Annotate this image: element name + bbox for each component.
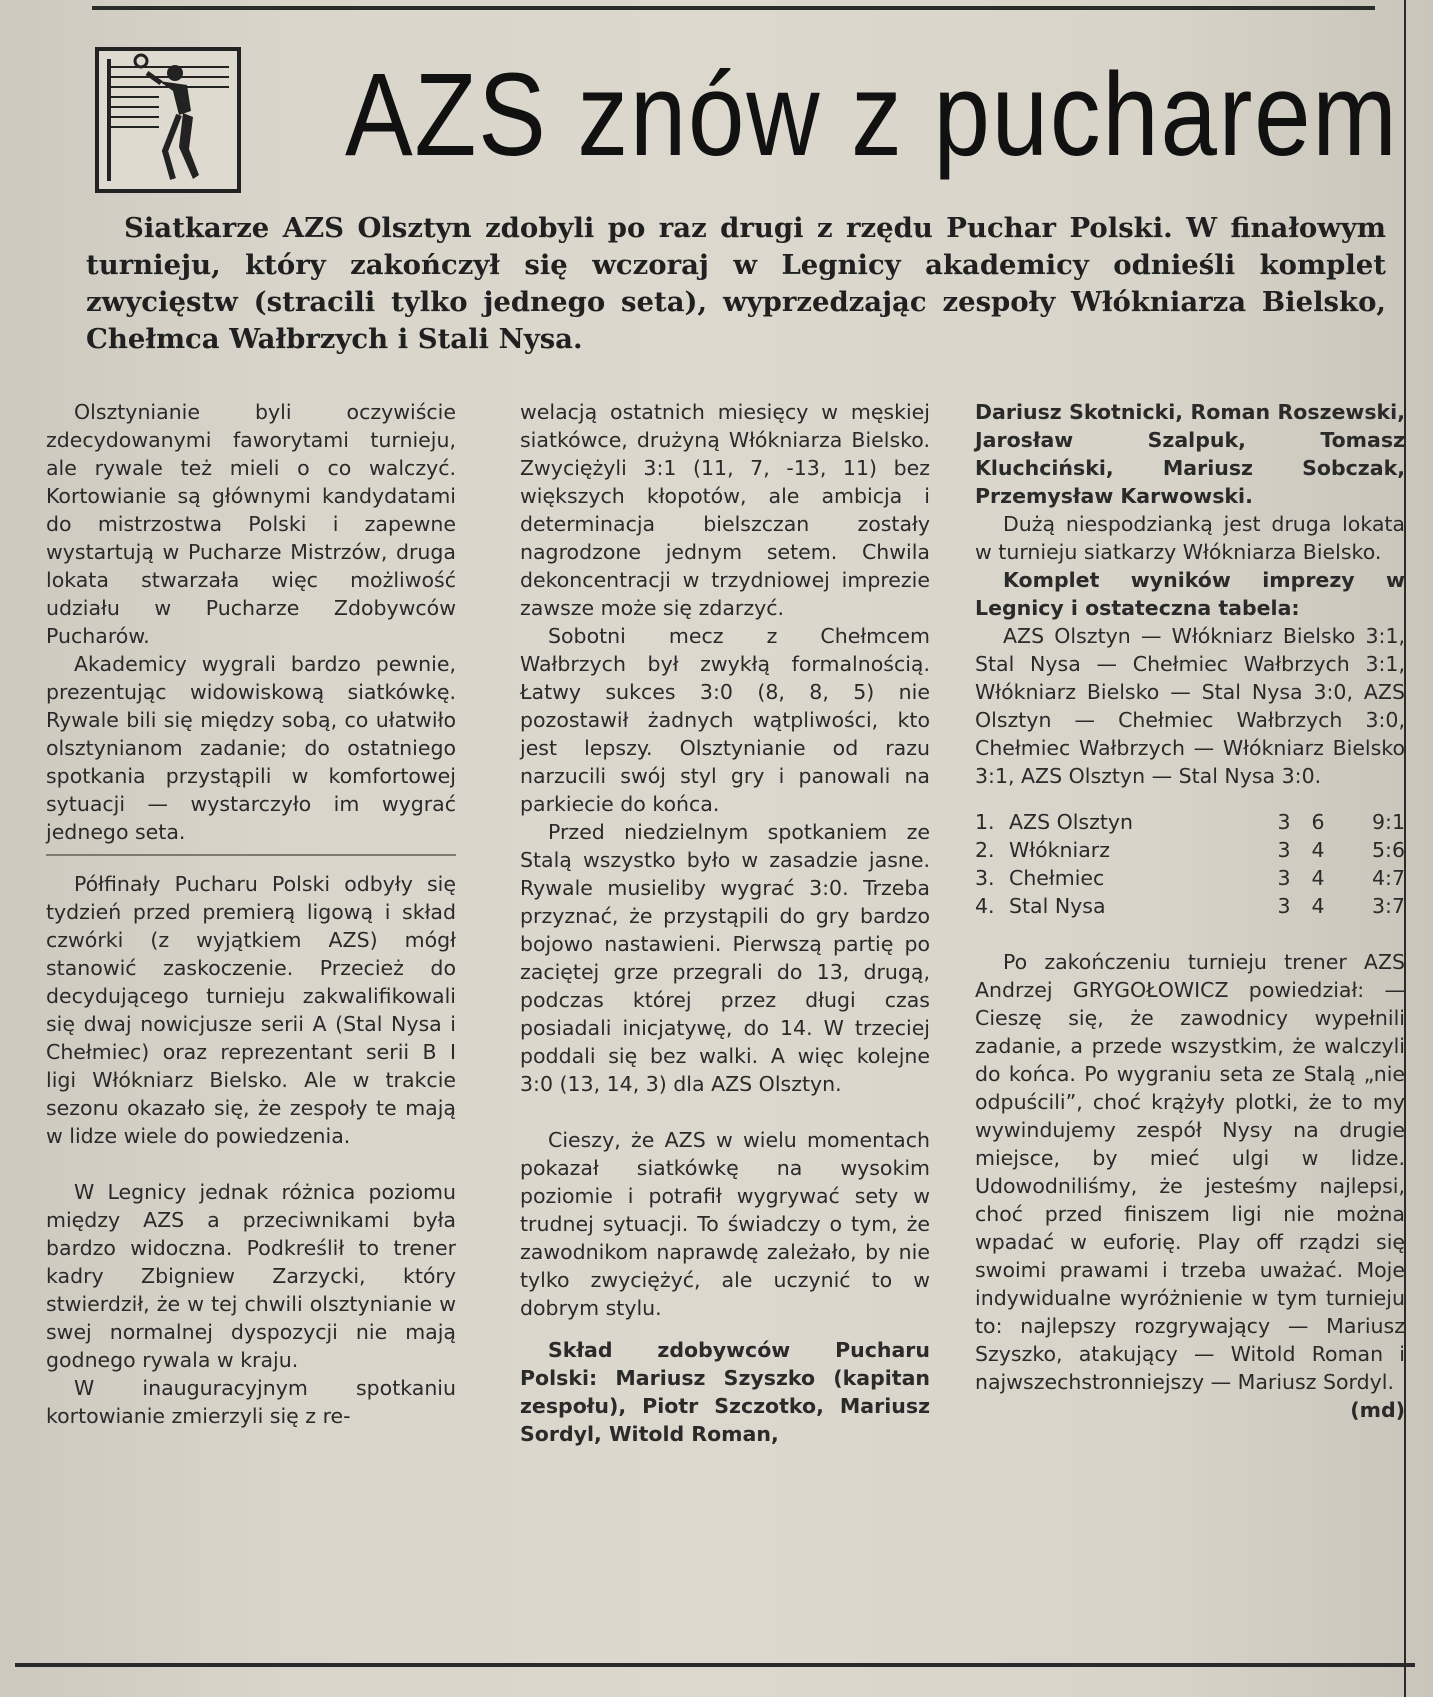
lead-paragraph [86,210,1386,358]
column-2 [520,398,930,1448]
team-name: Chełmiec [1009,866,1105,890]
paragraph: Dużą niespodzianką jest druga lokata w turnieju siatkarzy Włókniarza Bielsko. [975,512,1405,564]
column-1 [46,398,456,1430]
team-name: Stal Nysa [1009,894,1106,918]
paragraph: W Legnicy jednak różnica poziomu między AZS a przeciwnikami była bardzo widoczna. Podkreślił to trener kadry Zbigniew Zarzycki, który stwierdził, że w tej chwili olsztynianie w swej normalnej dyspozycji nie mają godnego rywala w kraju. [46,1180,456,1372]
paragraph-gap [975,920,1405,948]
paragraph: Sobotni mecz z Chełmcem Wałbrzych był zwykłą formalnością. Łatwy sukces 3:0 (8, 8, 5) nie pozostawił żadnych wątpliwości, kto jest lepszy. Olsztynianie od razu narzucili swój styl gry i panowali na parkiecie do końca. [520,624,930,816]
paragraph: Akademicy wygrali bardzo pewnie, prezentując widowiskową siatkówkę. Rywale bili się między sobą, co ułatwiło olsztynianom zadanie; do ostatniego spotkania przystąpili w komfortowej sytuacji — wystarczyło im wygrać jednego seta. [46,652,456,844]
paragraph: Po zakończeniu turnieju trener AZS Andrzej GRYGOŁOWICZ powiedział: — Cieszę się, że zawodnicy wypełnili zadanie, a przede wszystkim, że walczyli do końca. Po wygraniu seta ze Stalą „nie odpuścili”, choć krążyły plotki, że to my wywindujemy zespół Nysy na drugie miejsce, by mieć ulgi w lidze. Udowodniliśmy, że jesteśmy najlepsi, choć przed finiszem ligi nie można wpadać w euforię. Play off rządzi się swoimi prawami i trzeba uważać. Moje indywidualne wyróżnienie w tym turnieju to: najlepszy rozgrywający — Mariusz Szyszko, atakujący — Witold Roman i najwszechstronniejszy — Mariusz Sordyl. [975,950,1405,1394]
team-roster-continued: Dariusz Skotnicki, Roman Roszewski, Jarosław Szalpuk, Tomasz Kluchciński, Mariusz Sobczak, Przemysław Karwowski. [975,400,1405,508]
table-row [975,808,1405,836]
set-ratio: 3:7 [1372,894,1405,918]
top-rule [92,6,1375,10]
position: 2. [975,838,995,862]
results-list: AZS Olsztyn — Włókniarz Bielsko 3:1, Stal Nysa — Chełmiec Wałbrzych 3:1, Włókniarz Bielsko — Stal Nysa 3:0, AZS Olsztyn — Chełmiec Wałbrzych 3:0, Chełmiec Wałbrzych — Włókniarz Bielsko 3:1, AZS Olsztyn — Stal Nysa 3:0. [975,624,1405,788]
table-row [975,892,1405,920]
standings-table [975,808,1405,920]
paragraph: welacją ostatnich miesięcy w męskiej siatkówce, drużyną Włókniarza Bielsko. Zwyciężyli 3:1 (11, 7, -13, 11) bez większych kłopotów, ale ambicja i determinacja bielszczan zostały nagrodzone jednym setem. Chwila dekoncentracji w trzydniowej imprezie zawsze może się zdarzyć. [520,400,930,620]
paragraph: Cieszy, że AZS w wielu momentach pokazał siatkówkę na wysokim poziomie i potrafił wygrywać sety w trudnej sytuacji. To świadczy o tym, że zawodnikom naprawdę zależało, by nie tylko zwyciężyć, ale uczynić to w dobrym stylu. [520,1128,930,1320]
position: 1. [975,810,995,834]
matches-played: 3 [1277,810,1291,834]
table-row [975,836,1405,864]
position: 3. [975,866,995,890]
lead-text: Siatkarze AZS Olsztyn zdobyli po raz drugi z rzędu Puchar Polski. W finałowym turnieju, który zakończył się wczoraj w Legnicy akademicy odnieśli komplet zwycięstw (stracili tylko jednego seta), wyprzedzając zespoły Włókniarza Bielsko, Chełmca Wałbrzych i Stali Nysa. [86,212,1386,355]
paragraph: W inauguracyjnym spotkaniu kortowianie zmierzyli się z re- [46,1376,456,1428]
set-ratio: 4:7 [1372,866,1405,890]
headline: AZS znów z pucharem [345,49,1399,181]
paragraph-gap [46,1150,456,1178]
paragraph-gap [520,1322,930,1336]
paragraph: Olsztynianie byli oczywiście zdecydowanymi faworytami turnieju, ale rywale też mieli o co walczyć. Kortowianie są głównymi kandydatami do mistrzostwa Polski i zapewne wystartują w Pucharze Mistrzów, druga lokata stwarzała więc możliwość udziału w Pucharze Zdobywców Pucharów. [46,400,456,648]
team-roster: Skład zdobywców Pucharu Polski: Mariusz Szyszko (kapitan zespołu), Piotr Szczotko, Mariusz Sordyl, Witold Roman, [520,1338,930,1446]
points: 4 [1311,838,1325,862]
points: 4 [1311,894,1325,918]
volleyball-player-icon [95,47,241,193]
author-signature [975,1396,1405,1424]
position: 4. [975,894,995,918]
section-divider [46,854,456,856]
team-name: Włókniarz [1009,838,1110,862]
column-3 [975,398,1405,1424]
paragraph-gap [520,1098,930,1126]
set-ratio: 9:1 [1372,810,1405,834]
team-name: AZS Olsztyn [1009,810,1134,834]
points: 6 [1311,810,1325,834]
matches-played: 3 [1277,838,1291,862]
points: 4 [1311,866,1325,890]
paragraph-gap [975,790,1405,804]
results-heading: Komplet wyników imprezy w Legnicy i ostateczna tabela: [975,568,1405,620]
table-row [975,864,1405,892]
signature-text: (md) [1350,1398,1405,1422]
matches-played: 3 [1277,894,1291,918]
paragraph: Półfinały Pucharu Polski odbyły się tydzień przed premierą ligową i skład czwórki (z wyjątkiem AZS) mógł stanowić zaskoczenie. Przecież do decydującego turnieju zakwalifikowali się dwaj nowicjusze serii A (Stal Nysa i Chełmiec) oraz reprezentant serii B I ligi Włókniarz Bielsko. Ale w trakcie sezonu okazało się, że zespoły te mają w lidze wiele do powiedzenia. [46,872,456,1148]
set-ratio: 5:6 [1372,838,1405,862]
bottom-rule [15,1663,1415,1667]
matches-played: 3 [1277,866,1291,890]
paragraph: Przed niedzielnym spotkaniem ze Stalą wszystko było w zasadzie jasne. Rywale musieliby wygrać 3:0. Trzeba przyznać, że przystąpili do gry bardzo bojowo nastawieni. Pierwszą partię po zaciętej grze przegrali do 13, drugą, podczas której przez długi czas posiadali inicjatywę, do 14. W trzeciej poddali się bez walki. A więc kolejne 3:0 (13, 14, 3) dla AZS Olsztyn. [520,820,930,1096]
